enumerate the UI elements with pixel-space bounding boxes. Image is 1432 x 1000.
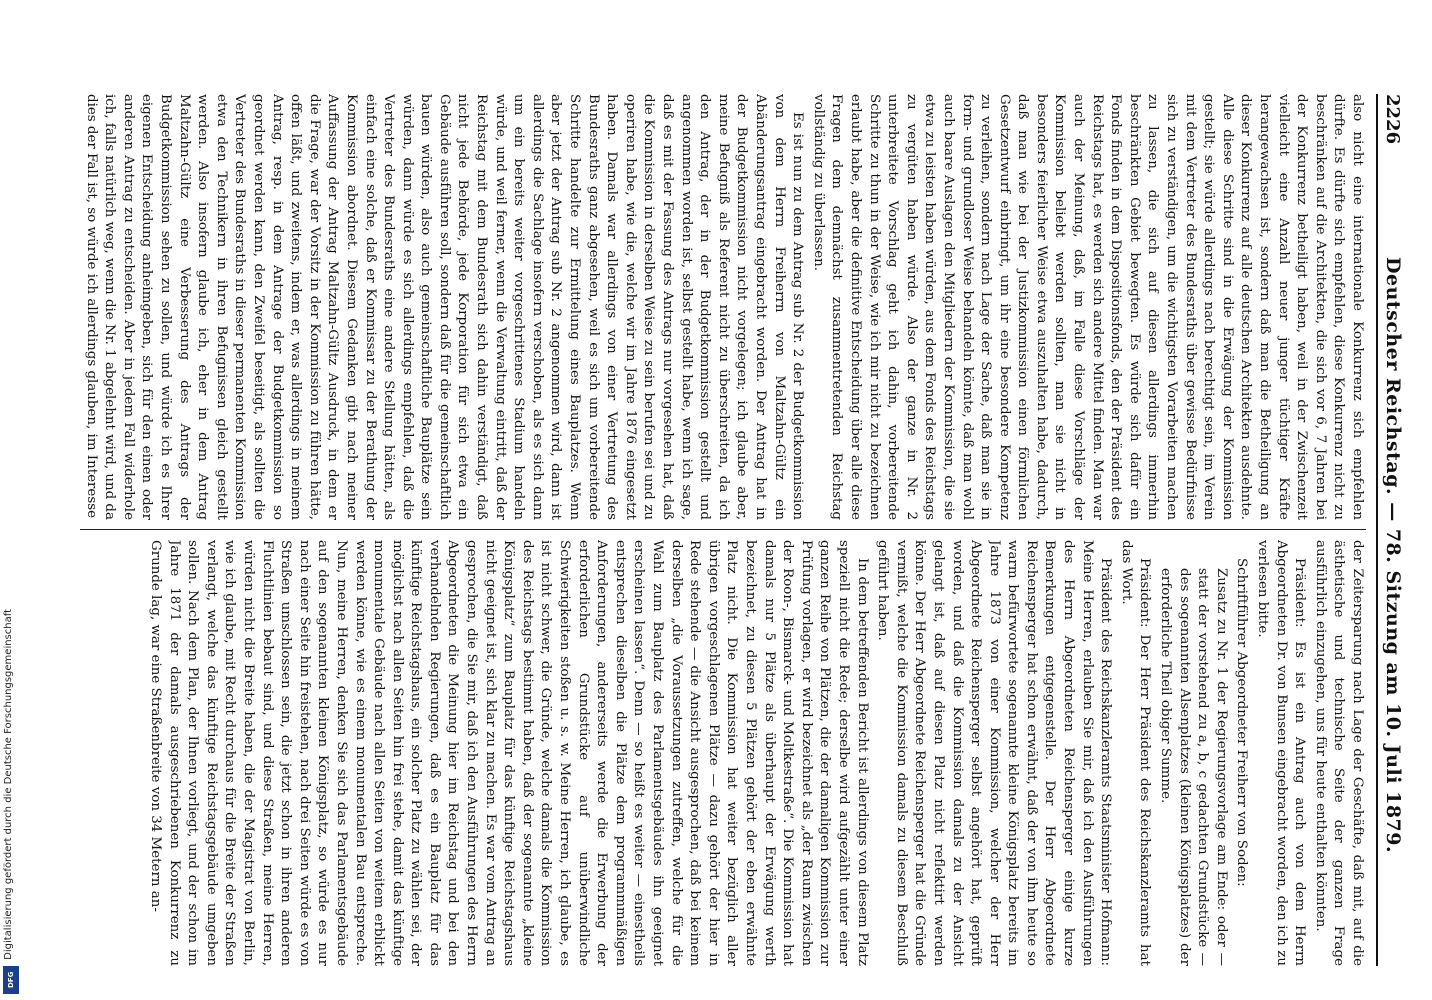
paragraph: Es ist nun zu dem Antrag sub Nr. 2 der Budgetkommission von dem Herrn Freiherrn von Maltzahn-Gültz ein Abänderungsantrag eingebracht worden. Der Antrag hat in der Budgetkommission nicht vorgelegen; ich glaube aber, meine Befugniß als Referent nicht zu überschreiten, da ich den Antrag, der in der Budgetkommission gestellt und angenommen worden ist, selbst gestellt habe, wenn ich sage, daß es mit der Fassung des Antrags nur vorgesehen hat, daß die Kommission in derselben Weise zu sein berufen sei und zu operiren habe, wie die, welche wir im Jahre 1876 eingesetzt haben. Damals war allerdings von einer Vertretung des Bundesraths ganz abgesehen, weil es sich um vorbereitende Schritte handelte zur Ermittelung eines Bauplatzes. Wenn aber jetzt der Antrag sub Nr. 2 angenommen wird, dann ist allerdings die Sachlage insofern verschoben, als es sich dann um ein bereits weiter vorgeschrittenes Stadium handeln würde, und weil ferner, wenn die Verwaltung eintritt, daß der Reichstag mit dem Bundesrath sich dahin verständigt, daß nicht jede Behörde, jede Korporation für sich etwa ein Gebäude ausführen soll, sondern daß für die gemeinschaftlich bauen würden, also auch gemeinschaftliche Bauplätze sein würden, dann würde es sich allerdings empfehlen, daß die Vertreter des Bundesraths eine andere Stellung hätten, als einfach eine solche, daß er Kommissar zu der Berathung der Kommission abordnet. Diesem Gedanken gibt nach meiner Auffassung der Antrag Maltzahn-Gültz Ausdruck, in dem er die Frage, war der Vorsitz in der Kommission zu führen hätte, offen läßt, und zweitens, indem er, was allerdings in meinem Antrag, resp. in dem Antrage der Budgetkommission so geordnet werden kann, den Zweifel beseitigt, als sollten die Vertreter des Bundesraths in dieser permanenten Kommission etwa den Technikern in ihren Befugnissen gleich gestellt werden. Also insofern glaube ich, eher in dem Antrag Maltzahn-Gültz eine Verbesserung des Antrags der Budgetkommission sehen zu sollen, und würde ich es Ihrer eigenen Entscheidung anheimgeben, sich für den einen oder anderen Antrag zu entscheiden. Aber in jedem Fall widerhole ich, falls natürlich weg, wenn die Nr. 1 abgelehnt wird, und da dies der Fall ist, so würde ich allerdings glauben, im Interesse (83, 94, 806, 520)
page-viewport (70, 80, 1420, 980)
digitization-credit: Digitalisierung gefördert durch die Deutsche Forschungsgemeinschaft (3, 609, 14, 960)
credit-strip (0, 0, 22, 1000)
page-number: 2226 (1382, 94, 1404, 145)
paragraph: In dem betreffenden Bericht ist allerdings von diesem Platz speziell nicht die Rede; derselbe wird aufgezählt unter einer ganzen Reihe von Plätzen, die der damaligen Kommission zur Prüfung vorlagen, er wird bezeichnet als „der Raum zwischen der Roon-, Bismarck- und Moltkestraße“. Die Kommission hat damals nur 5 Plätze als überhaupt der Erwägung werth bezeichnet, zu diesen 5 Plätzen gehört der eben erwähnte Platz nicht. Die Kommission hat weiter bezüglich aller übrigen vorgeschlagenen Plätze — dazu gehört der hier in Rede stehende — die Ansicht ausgesprochen, daß bei keinem derselben „die Voraussetzungen zutreffen, welche für die Wahl zum Bauplatz des Parlamentsgebäudes ihn geeignet erscheinen lassen“. Denn — so heißt es weiter — einestheils entsprechen dieselben die Plätze dem programmmäßigen Anforderungen, andererseits werde die Erwerbung der erforderlichen Grundstücke auf unüberwindliche Schwierigkeiten stoßen u. s. w. Meine Herren, ich glaube, es ist nicht schwer, die Gründe, welche damals die Kommission des Reichstags bestimmt haben, daß der sogenannte „kleine Königsplatz“ zum Bauplatz für das künftige Reichstagshaus nicht geeignet ist, sich klar zu machen. Es war vom Antrag an gesprochen, die Sie mir, daß ich den Ausführungen des Herrn Abgeordneten die Meinung hier im Reichstag und bei den verhandelnden Regierungen, daß es ein Bauplatz für das künftige Reichstagshaus, ein solcher Platz zu wählen sei, der möglichst nach allen Seiten hin frei stehe, damit das künftige monumentale Gebäude nach allen Seiten von weitem erblickt werden könne, wie es einem monumentalen Bau entspreche. Nun, meine Herren, denken Sie sich das Parlamentsgebäude auf den sogenannten kleinen Königsplatz, so würde es nur nach einer Seite hin freistehen, nach drei Seiten würde es von Straßen umschlossen sein, die jetzt schon in ihren anderen Fluchtlinien bebaut sind, und diese Straßen, meine Herren, würden nicht die Breite haben, die der Magistrat von Berlin, wie ich glaube, mit Recht durchaus für die Breite der Straßen verlangt, welche das künftige Reichstagsgebäude umgeben sollen. Nach dem Plan, der Ihnen vorliegt, und der schon im Jahre 1871 der damals ausgeschriebenen Konkurrenz zu Grunde lag, war eine Straßenbreite von 34 Metern an- (148, 540, 870, 966)
dfg-logo: DFG (3, 966, 19, 994)
page-title: Deutscher Reichstag. — 78. Sitzung am 10. Juli 1879. (1382, 257, 1404, 854)
left-column (80, 94, 1366, 520)
paragraph: Präsident: Der Herr Präsident des Reichskanzleramts hat das Wort. (1118, 540, 1153, 966)
paragraph: also nicht eine internationale Konkurrenz sich empfehlen dürfte. Es dürfte sich empfehlen, diese Konkurrenz nicht zu beschränken auf die Architekten, die sich vor 6, 7 Jahren bei der Konkurrenz betheiligt haben, weil in der Zwischenzeit vielleicht eine Anzahl neuer junger tüchtiger Kräfte herangewachsen ist, sondern daß man die Betheiligung an dieser Konkurrenz auf alle deutschen Architekten ausdehnte. Alle diese Schritte sind in die Erwägung der Kommission gestellt; sie würde allerdings nach berechtigt sein, im Verein mit dem Vertreter des Bundesraths über gewisse Bedürfnisse sich zu verständigen, um die wichtigsten Vorarbeiten machen zu lassen, die sich auf diesen allerdings immerhin beschränkten Gebiet bewegten. Es würde sich dafür ein Fonds finden in dem Dispositionsfonds, den der Präsident des Reichstags hat, es werden sich andere Mittel finden. Man war auch der Meinung, daß, im Falle diese Vorschläge der Kommission beliebt werden sollten, man sie nicht in besonders feierlicher Weise etwa auszuhalten habe, dadurch, daß man wie bei der Justizkommission einen förmlichen Gesetzentwurf einbringt, um ihr eine besondere Kompetenz zu verleihen, sondern nach Lage der Sache, daß man sie in form- und grundloser Weise behandeln könnte, daß man wohl auch baare Auslagen den Mitgliedern der Kommission, die sie etwa zu leisten haben würden, aus dem Fonds des Reichstags zu vergüten haben würde. Also der ganze in Nr. 2 unterbreitete Vorschlag geht ich dahin, vorbereitende Schritte zu thun in der Weise, wie ich mir nicht zu bezeichnen erlaubt habe, aber die definitive Entscheidung über alle diese Fragen dem demnächst zusammentretenden Reichstag vollständig zu überlassen. (810, 94, 1365, 520)
newspaper-page (70, 80, 1420, 980)
paragraph: Präsident des Reichskanzleramts Staatsminister Hofmann: Meine Herren, erlauben Sie mir, daß ich den Ausführungen des Herrn Abgeordneten Reichensperger einige kurze Bemerkungen entgegenstelle. Der Herr Abgeordnete Reichensperger hat schon erwähnt, daß der von ihm heute so warm befürwortete sogenannte kleine Königsplatz bereits im Jahre 1873 von einer Kommission, welcher der Herr Abgeordnete Reichensperger selbst angehört hat, geprüft worden, und daß die Kommission damals zu der Ansicht gelangt ist, daß auf diesen Platz nicht reflektirt werden könne. Der Herr Abgeordnete Reichensperger hat die Gründe vermißt, welche die Kommission damals zu diesem Beschluß geführt haben. (875, 540, 1114, 966)
right-column (80, 540, 1366, 966)
paragraph: der Zeitersparung nach Lage der Geschäfte, daß mit, auf die ästhetische und technische Seite der ganzen Frage ausführlich einzugehen, uns für heute enthalten könnten. (1312, 540, 1365, 966)
page-header (1376, 94, 1408, 966)
speaker-line: Schriftführer Abgeordneter Freiherr von Soden: (1234, 558, 1250, 887)
paragraph: Präsident: Es ist ein Antrag auch von dem Herrn Abgeordneten Dr. von Bunsen eingebracht worden, den ich zu verlesen bitte. (1255, 540, 1308, 966)
motion-text: Zusatz zu Nr. 1 der Regierungsvorlage am Ende: oder — statt der vorstehend zu a, b, c gedachten Grundstücke — des sogenannten Alsenplatzes (kleinen Königsplatzes) der erforderliche Theil obiger Summe. (1158, 568, 1229, 966)
column-divider (80, 529, 1366, 530)
